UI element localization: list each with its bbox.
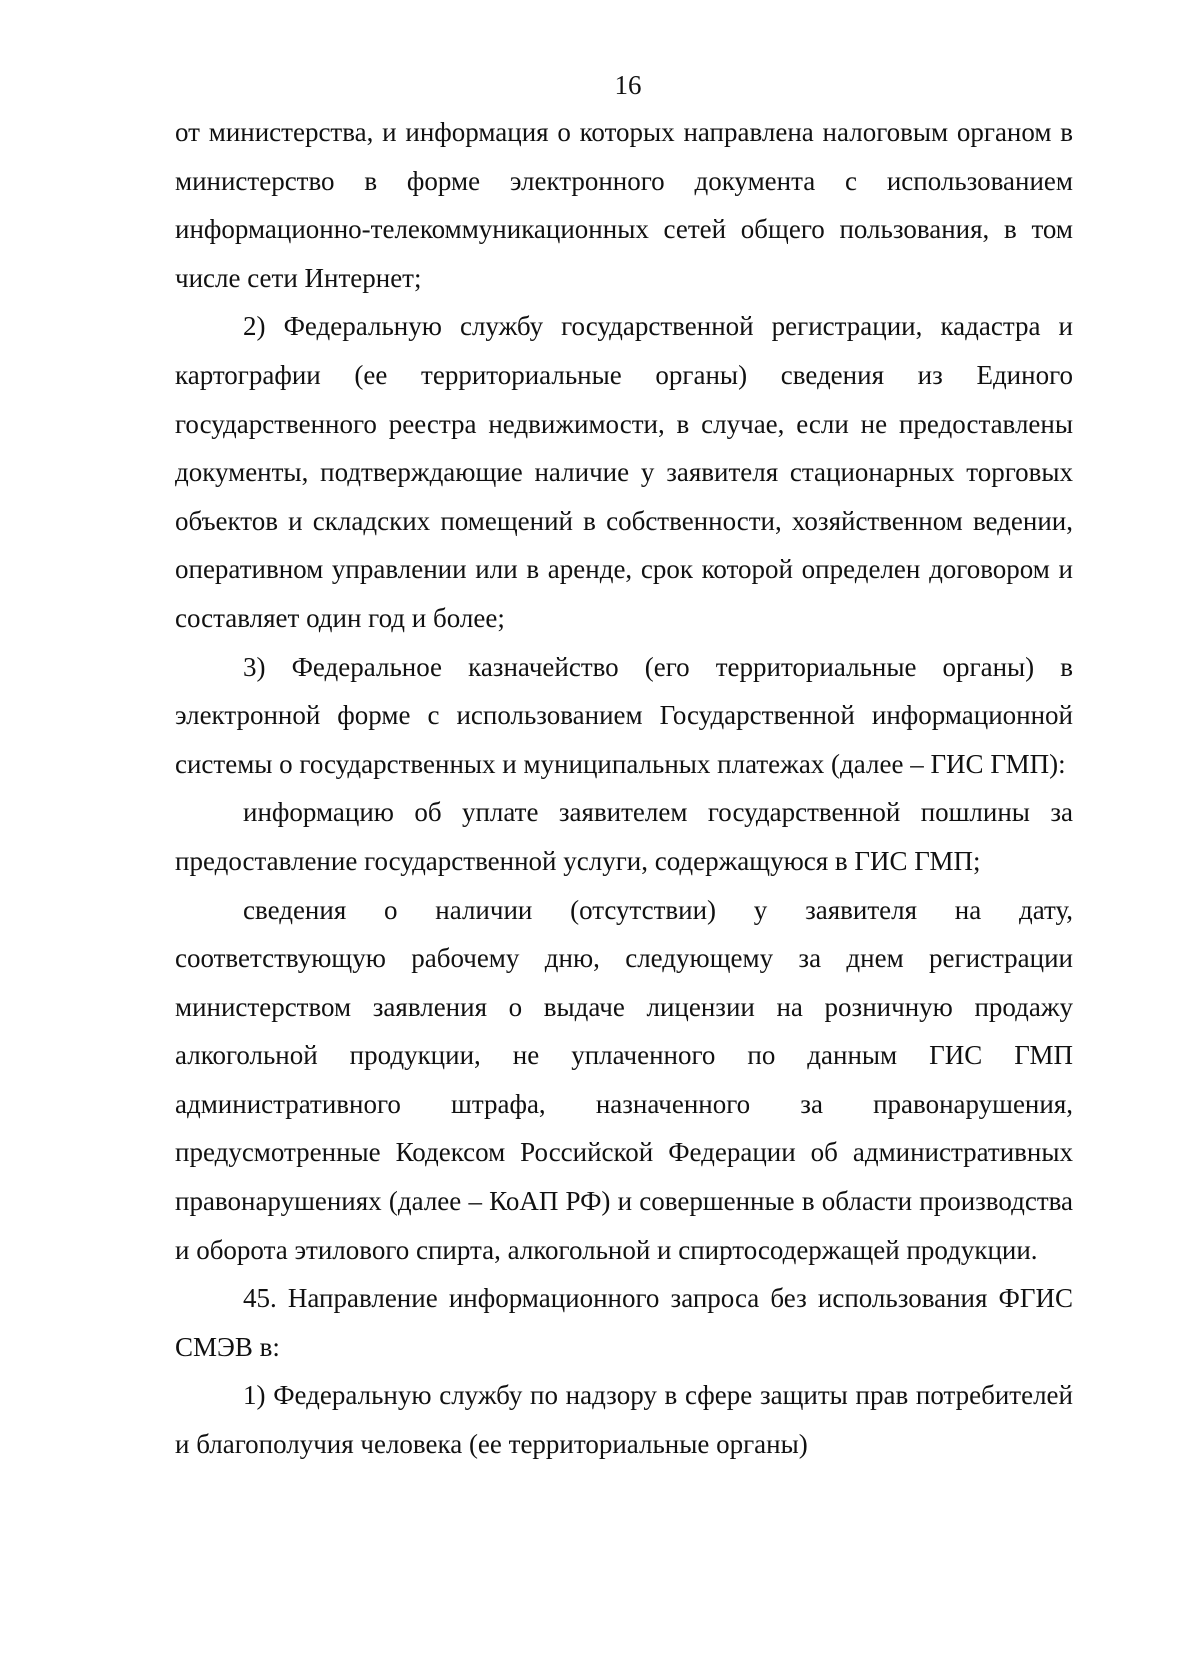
page-number: 16 bbox=[614, 70, 642, 100]
paragraph-fee-payment-info: информацию об уплате заявителем государственной пошлины за предоставление государственной услуги, содержащуюся в ГИС ГМП; bbox=[175, 797, 1073, 876]
paragraph-tax-authority-continuation: от министерства, и информация о которых направлена налоговым органом в министерство в форме электронного документа с использованием информационно-телекоммуникационных сетей общего пользования, в том числе сети Интернет; bbox=[175, 117, 1073, 293]
paragraph-item-1-rospotrebnadzor: 1) Федеральную службу по надзору в сфере защиты прав потребителей и благополучия человека (ее территориальные органы) bbox=[175, 1380, 1073, 1460]
paragraph-item-3-treasury: 3) Федеральное казначейство (его территориальные органы) в электронной форме с использованием Государственной информационной системы о государственных и муниципальных платежах (далее – ГИС ГМП): bbox=[175, 651, 1073, 779]
paragraph-section-45: 45. Направление информационного запроса без использования ФГИС СМЭВ в: bbox=[175, 1283, 1073, 1362]
paragraph-fine-info: сведения о наличии (отсутствии) у заявителя на дату, соответствующую рабочему дню, следующему за днем регистрации министерством заявления о выдаче лицензии на розничную продажу алкогольной продукции, не уплаченного по данным ГИС ГМП административного штрафа, назначенного за правонарушения, предусмотренные Кодексом Российской Федерации об административных правонарушениях (далее – КоАП РФ) и совершенные в области производства и оборота этилового спирта, алкогольной и спиртосодержащей продукции. bbox=[175, 894, 1073, 1265]
paragraph-item-2-rosreestr: 2) Федеральную службу государственной регистрации, кадастра и картографии (ее территориальные органы) сведения из Единого государственного реестра недвижимости, в случае, если не предоставлены документы, подтверждающие наличие у заявителя стационарных торговых объектов и складских помещений в собственности, хозяйственном ведении, оперативном управлении или в аренде, срок которой определен договором и составляет один год и более; bbox=[175, 311, 1073, 633]
document-body bbox=[175, 108, 1073, 1469]
